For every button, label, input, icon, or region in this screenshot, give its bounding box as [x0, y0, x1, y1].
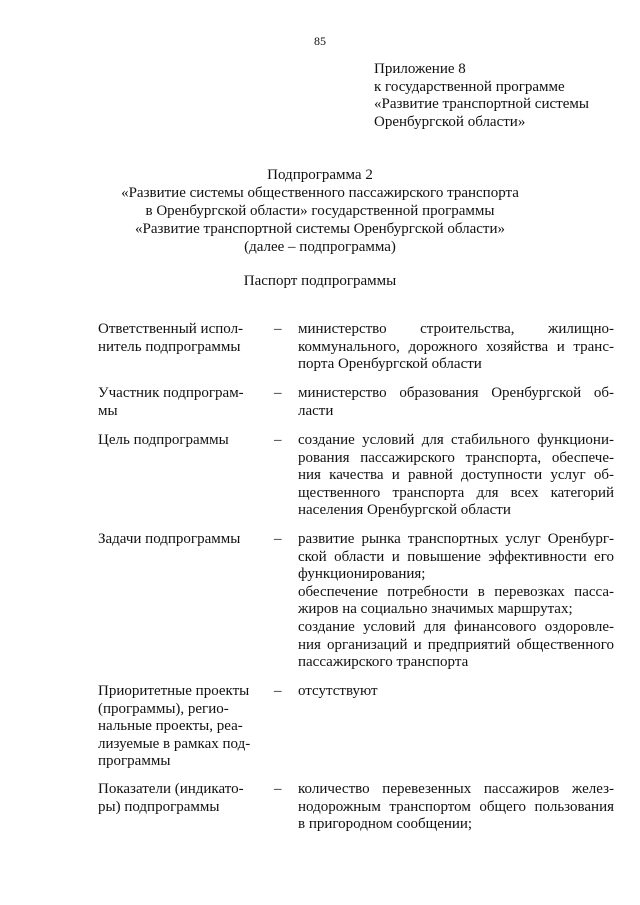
row-value-line: в пригородном сообщении;	[298, 816, 473, 833]
row-value-line: рования пассажирского транспорта, обеспече-	[298, 449, 614, 466]
row-label	[98, 781, 260, 816]
row-label-line: нальные проекты, реа-	[98, 718, 243, 735]
row-label	[98, 432, 260, 450]
row-label	[98, 385, 260, 420]
row-value-line: ния организаций и предприятий общественного	[298, 636, 614, 653]
row-value-line: министерство строительства, жилищно-	[298, 321, 614, 337]
subprogram-title-line: «Развитие транспортной системы Оренбургской области»	[134, 221, 505, 237]
row-label	[98, 321, 260, 356]
passport-title: Паспорт подпрограммы	[243, 273, 397, 289]
row-label-line: программы	[98, 753, 171, 770]
row-value	[298, 385, 614, 420]
row-value-line: нодорожным транспортом общего пользования	[298, 798, 614, 815]
row-value	[298, 321, 614, 374]
row-value-line: порта Оренбургской области	[298, 356, 482, 373]
row-dash: –	[274, 385, 282, 401]
row-value-line: ния качества и равной доступности услуг об-	[298, 467, 614, 484]
row-value	[298, 683, 614, 701]
row-value-line: коммунального, дорожного хозяйства и транс-	[298, 338, 614, 355]
row-label-line: Ответственный испол-	[98, 321, 244, 337]
subprogram-title-line: Подпрограмма 2	[267, 167, 373, 183]
row-value-line: пассажирского транспорта	[298, 654, 469, 671]
row-label-line: Участник подпрограм-	[98, 385, 244, 401]
row-label-line: нитель подпрограммы	[98, 338, 241, 355]
row-label-line: (программы), регио-	[98, 700, 229, 717]
row-label-line: лизуемые в рамках под-	[98, 735, 251, 752]
row-label	[98, 531, 260, 549]
row-value-line: министерство образования Оренбургской об-	[298, 385, 614, 401]
page-number: 85	[314, 34, 326, 48]
row-dash: –	[274, 683, 282, 699]
row-label-line: Цель подпрограммы	[98, 432, 229, 448]
row-value-line: функционирования;	[298, 566, 426, 583]
row-label-line: Приоритетные проекты	[98, 683, 250, 699]
subprogram-title-line: в Оренбургской области» государственной программы	[145, 203, 495, 219]
row-value-line: жиров на социально значимых маршрутах;	[298, 601, 573, 618]
row-dash: –	[274, 531, 282, 547]
row-value	[298, 432, 614, 520]
row-value-line: количество перевезенных пассажиров желез-	[298, 781, 614, 797]
row-value-line: развитие рынка транспортных услуг Оренбург-	[298, 531, 614, 547]
appendix-line: Приложение 8	[374, 61, 466, 77]
row-value-line: ской области и повышение эффективности его	[298, 548, 614, 565]
row-value-line: щественного транспорта для всех категорий	[298, 484, 614, 501]
row-label-line: ры) подпрограммы	[98, 798, 220, 815]
row-label-line: Показатели (индикато-	[98, 781, 244, 797]
row-value-line: ласти	[298, 402, 334, 419]
row-value-line: создание условий для стабильного функциони-	[298, 432, 614, 448]
appendix-line: «Развитие транспортной системы	[374, 96, 589, 112]
row-label	[98, 683, 260, 771]
subprogram-title-line: (далее – подпрограмма)	[244, 239, 396, 255]
subprogram-title-line: «Развитие системы общественного пассажирского транспорта	[121, 185, 519, 201]
row-dash: –	[274, 781, 282, 797]
row-value-line: создание условий для финансового оздоровле-	[298, 618, 614, 635]
row-value-line: отсутствуют	[298, 683, 378, 699]
row-value	[298, 781, 614, 834]
row-label-line: мы	[98, 402, 118, 419]
row-dash: –	[274, 432, 282, 448]
appendix-header	[374, 61, 589, 131]
row-value	[298, 531, 614, 672]
appendix-line: к государственной программе	[374, 78, 565, 95]
appendix-line: Оренбургской области»	[374, 113, 526, 130]
subprogram-title	[0, 166, 640, 256]
row-dash: –	[274, 321, 282, 337]
row-label-line: Задачи подпрограммы	[98, 531, 241, 547]
row-value-line: населения Оренбургской области	[298, 502, 511, 519]
row-value-line: обеспечение потребности в перевозках пасса-	[298, 583, 614, 600]
